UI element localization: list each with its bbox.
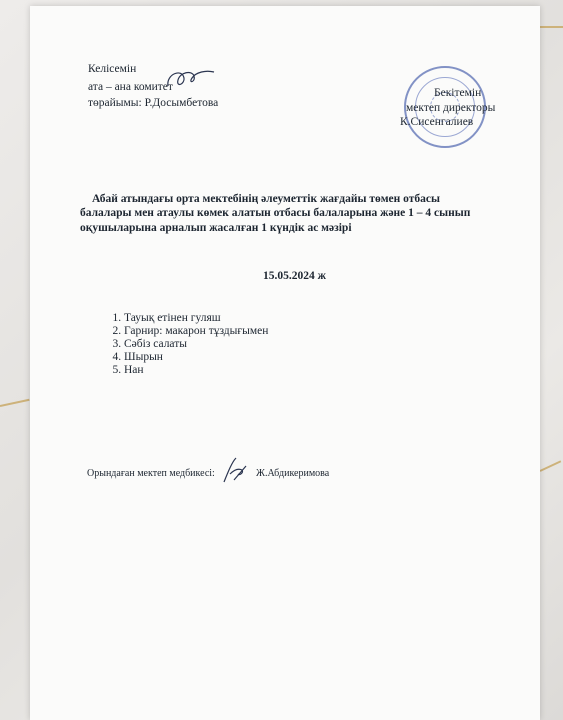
footer-nurse-name: Ж.Абдикеримова — [256, 468, 330, 479]
document-date: 15.05.2024 ж — [263, 270, 326, 282]
title-line-2: балалары мен атаулы көмек алатын отбасы балаларына және 1 – 4 сынып — [80, 207, 471, 219]
menu-item: 4. Шырын — [124, 351, 268, 364]
gold-line-top — [540, 26, 563, 28]
title-line-3: оқушыларына арналып жасалған 1 күндік ас мәзірі — [80, 222, 352, 234]
header-right-role: мектеп директоры — [406, 102, 496, 114]
document-page — [30, 6, 540, 720]
footer-prepared-by: Орындаған мектеп медбикесі: — [87, 468, 215, 479]
header-right-name: К.Сисенгалиев — [400, 116, 474, 128]
menu-list — [106, 312, 268, 377]
header-left-agree: Келісемін — [88, 63, 137, 75]
title-line-1: Абай атындағы орта мектебінің әлеуметтік жағдайы төмен отбасы — [92, 193, 440, 205]
menu-item: 5. Нан — [124, 364, 268, 377]
menu-item: 2. Гарнир: макарон тұздығымен — [124, 325, 268, 338]
header-left-committee: ата – ана комитет — [88, 81, 173, 93]
menu-item: 1. Тауық етінен гуляш — [124, 312, 268, 325]
header-right-approve: Бекітемін — [434, 87, 482, 99]
signature-left — [162, 66, 222, 92]
header-left-chair: төрайымы: Р.Досымбетова — [88, 97, 219, 109]
signature-nurse — [220, 456, 250, 484]
menu-item: 3. Сәбіз салаты — [124, 338, 268, 351]
